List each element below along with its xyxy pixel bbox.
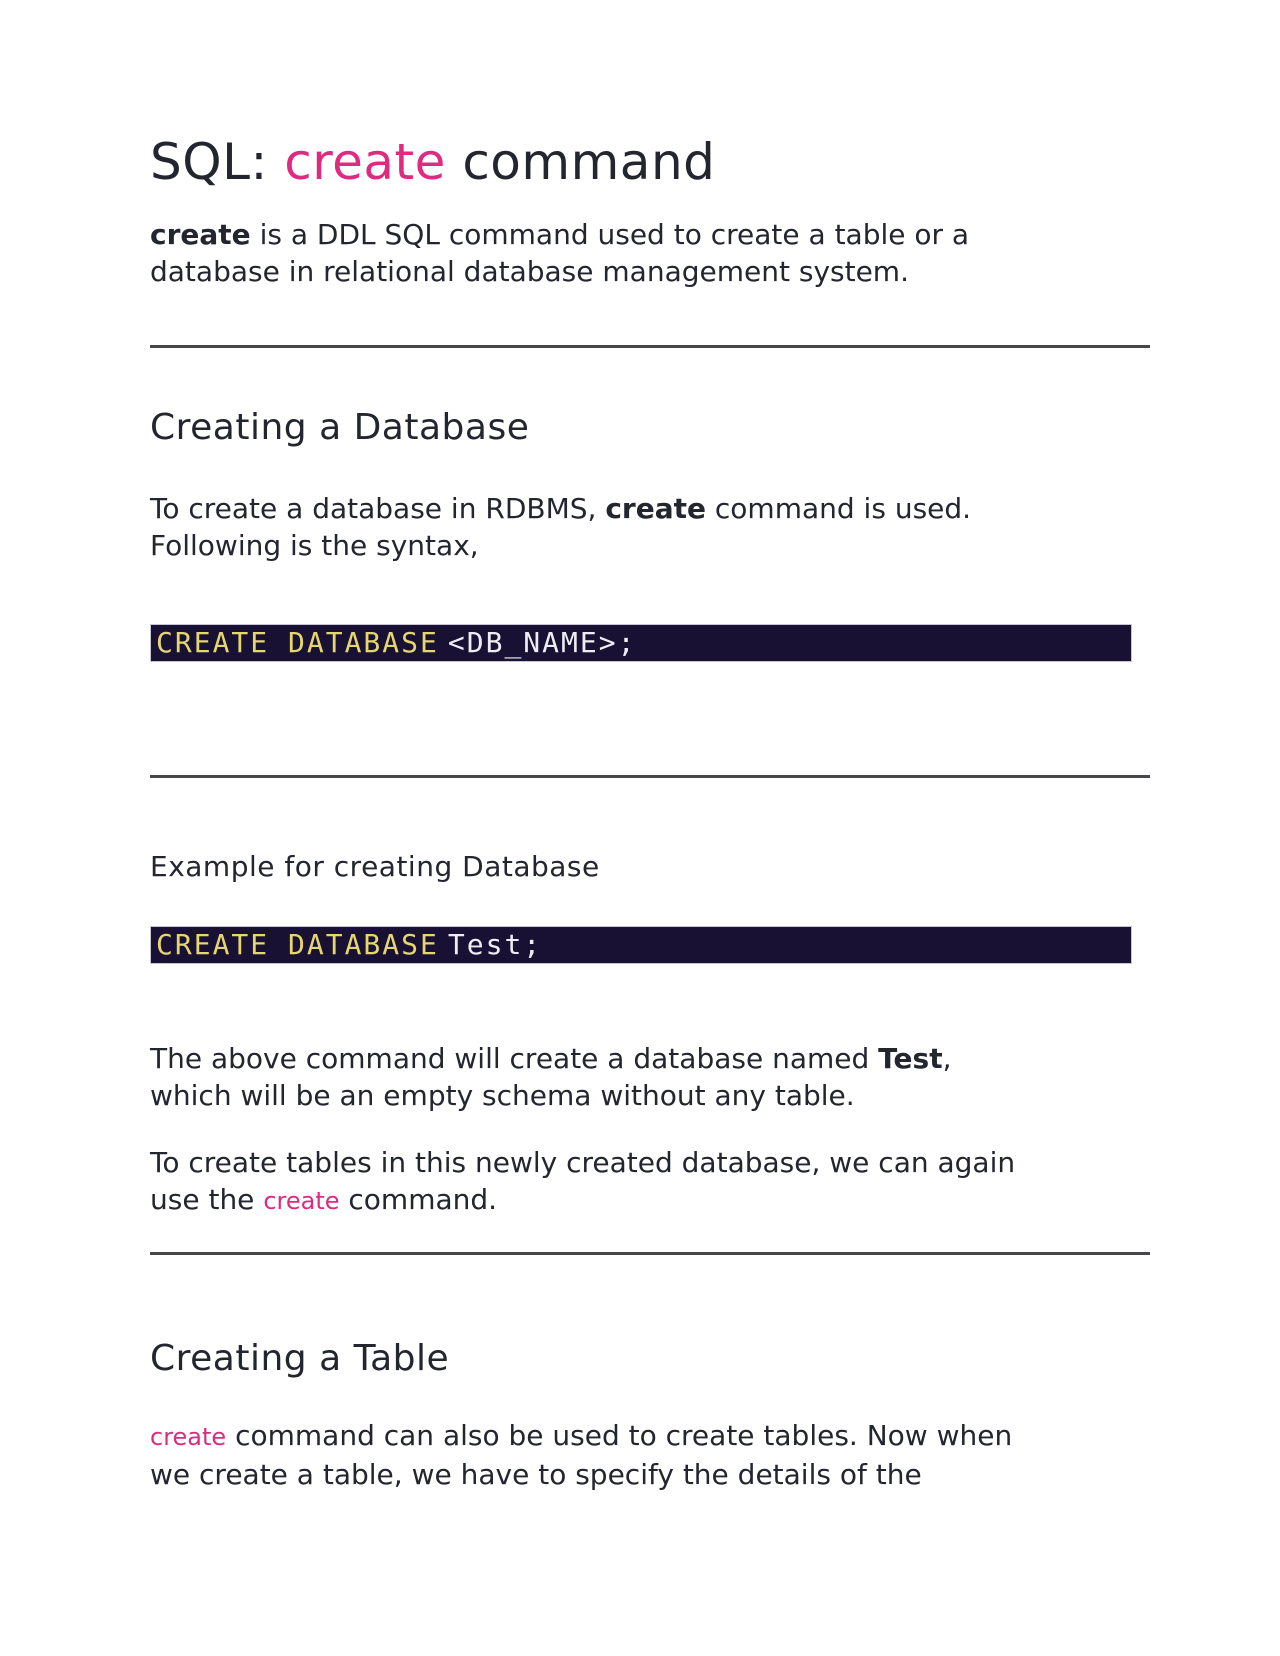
text-line: [150, 1144, 1150, 1181]
sql-keyword: CREATE DATABASE: [156, 928, 439, 961]
bold-db-name-test: Test: [878, 1042, 943, 1075]
inline-code-create: create: [263, 1187, 340, 1215]
section-divider: [150, 345, 1150, 348]
text-segment: To create tables in this newly created database, we can again: [150, 1146, 1016, 1179]
text-line: [150, 1077, 1150, 1114]
text-line: [150, 253, 1150, 290]
text-segment: command can also be used to create tables. Now when: [226, 1419, 1013, 1452]
section-divider: [150, 1252, 1150, 1255]
text-segment: which will be an empty schema without any table.: [150, 1079, 855, 1112]
text-segment: Following is the syntax,: [150, 529, 479, 562]
text-segment: command.: [339, 1183, 498, 1216]
bold-keyword-create: create: [150, 218, 251, 251]
page-title: [150, 132, 1150, 192]
text-segment: The above command will create a database named: [150, 1042, 879, 1075]
example-heading: Example for creating Database: [150, 850, 600, 883]
result-paragraph: [150, 1040, 1150, 1114]
sql-keyword: CREATE DATABASE: [156, 626, 439, 659]
heading-creating-a-table: Creating a Table: [150, 1338, 450, 1379]
text-line: [150, 527, 1150, 564]
text-line: [150, 490, 1150, 527]
text-segment: is a DDL SQL command used to create a table or a: [250, 218, 970, 251]
inline-code-create: create: [150, 1423, 227, 1451]
sql-code-value: <DB_NAME>;: [447, 626, 637, 659]
text-segment: use the: [150, 1183, 264, 1216]
text-line: [150, 1181, 1150, 1220]
text-segment: command is used.: [706, 492, 972, 525]
section-divider: [150, 775, 1150, 778]
text-segment: ,: [942, 1042, 952, 1075]
code-block-create-database-syntax: [150, 624, 1132, 662]
heading-creating-a-database: Creating a Database: [150, 407, 530, 448]
table-intro-paragraph: [150, 1417, 1150, 1493]
text-segment: To create a database in RDBMS,: [150, 492, 606, 525]
text-segment: database in relational database management system.: [150, 255, 909, 288]
next-steps-paragraph: [150, 1144, 1150, 1220]
code-block-create-database-example: [150, 926, 1132, 964]
text-line: [150, 1040, 1150, 1077]
sql-code-value: Test;: [447, 928, 543, 961]
text-line: [150, 1417, 1150, 1456]
text-line: [150, 216, 1150, 253]
title-segment: SQL:: [150, 133, 285, 191]
intro-paragraph: [150, 216, 1150, 290]
syntax-intro-paragraph: [150, 490, 1150, 564]
title-keyword-create: create: [284, 133, 446, 191]
text-segment: we create a table, we have to specify the details of the: [150, 1458, 922, 1491]
text-line: [150, 1456, 1150, 1493]
bold-keyword-create: create: [605, 492, 706, 525]
title-segment: command: [445, 133, 716, 191]
